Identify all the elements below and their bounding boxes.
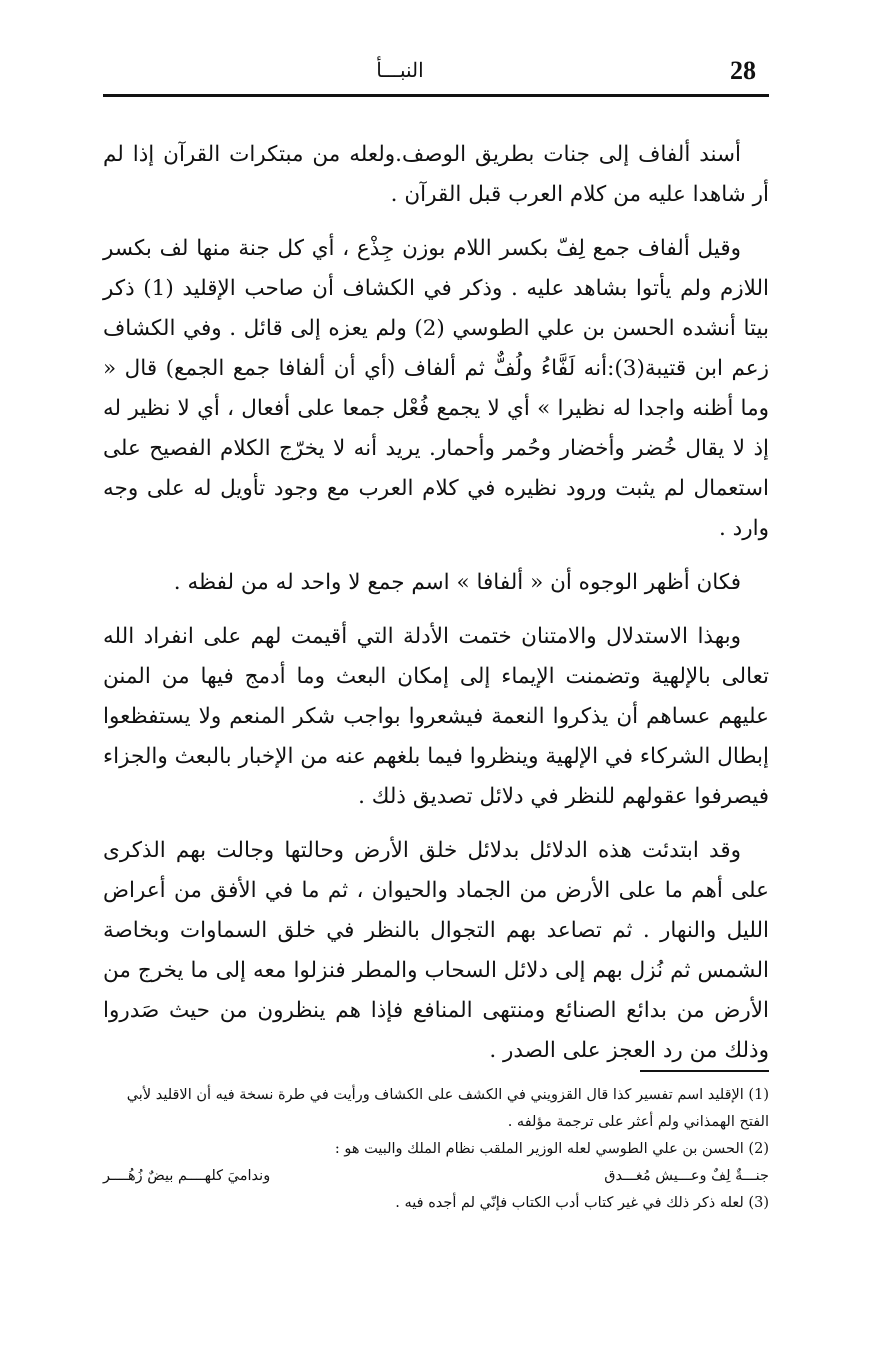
footnote-3: (3) لعله ذكر ذلك في غير كتاب أدب الكتاب فإنّي لم أجده فيه . bbox=[395, 1195, 769, 1211]
footnotes bbox=[103, 1082, 769, 1217]
page-number: 28 bbox=[730, 56, 756, 85]
footnote-2: (2) الحسن بن علي الطوسي لعله الوزير الملقب نظام الملك والبيت هو : bbox=[334, 1141, 769, 1157]
paragraph: وبهذا الاستدلال والامتنان ختمت الأدلة التي أقيمت لهم على انفراد الله تعالى بالإلهية وتضمنت الإيماء إلى إمكان البعث وما أدمج فيها من المنن عليهم عساهم أن يذكروا النعمة فيشعروا بواجب شكر المنعم ولا يستفظعوا إبطال الشركاء في الإلهية وينظروا فيما بلغهم عنه من الإخبار بالبعث والجزاء فيصرفوا عقولهم للنظر في دلائل تصديق ذلك . bbox=[103, 624, 769, 809]
verse-line bbox=[103, 1163, 769, 1190]
paragraph: أسند ألفاف إلى جنات بطريق الوصف.ولعله من مبتكرات القرآن إذا لم أر شاهدا عليه من كلام العرب قبل القرآن . bbox=[103, 142, 769, 207]
main-text bbox=[103, 135, 769, 1085]
paragraph: وقيل ألفاف جمع لِفّ بكسر اللام بوزن جِذْع ، أي كل جنة منها لف بكسر اللازم ولم يأتوا بشاهد عليه . وذكر في الكشاف أن صاحب الإقليد (1) ذكر بيتا أنشده الحسن بن علي الطوسي (2) ولم يعزه إلى قائل . وفي الكشاف زعم ابن قتيبة(3):أنه لَفَّاءُ ولُفٌّ ثم ألفاف (أي أن ألفافا جمع الجمع) قال « وما أظنه واجدا له نظيرا » أي لا يجمع فُعْل جمعا على أفعال ، أي لا نظير له إذ لا يقال خُضر وأخضار وحُمر وأحمار. يريد أنه لا يخرّج الكلام الفصيح على استعمال لم يثبت ورود نظيره في كلام العرب مع وجود تأويل له على وجه وارد . bbox=[103, 236, 770, 541]
footnote-1: (1) الإقليد اسم تفسير كذا قال القزويني في الكشف على الكشاف ورأيت في طرة نسخة فيه أن الاقليد لأبي الفتح الهمذاني ولم أعثر على ترجمة مؤلفه . bbox=[126, 1087, 769, 1130]
verse-hemistich-1: جنـــةٌ لِفٌ وعـــيش مُغـــدق bbox=[604, 1168, 769, 1184]
paragraph: وقد ابتدئت هذه الدلائل بدلائل خلق الأرض وحالتها وجالت بهم الذكرى على أهم ما على الأرض من الجماد والحيوان ، ثم ما في الأفق من أعراض الليل والنهار . ثم تصاعد بهم التجوال بالنظر في خلق السماوات وبخاصة الشمس ثم نُزل بهم إلى دلائل السحاب والمطر فنزلوا معه إلى ما يخرج من الأرض من بدائع الصنائع ومنتهى المنافع فإذا هم ينظرون من حيث صَدروا وذلك من رد العجز على الصدر . bbox=[103, 838, 769, 1063]
footnote-rule bbox=[640, 1070, 769, 1072]
verse-hemistich-2: ونداميَ كلهــــم بيضٌ زُهُــــر bbox=[103, 1168, 271, 1184]
paragraph: فكان أظهر الوجوه أن « ألفافا » اسم جمع لا واحد له من لفظه . bbox=[173, 570, 741, 595]
running-title: النبـــأ bbox=[376, 58, 424, 82]
header-rule bbox=[103, 94, 769, 97]
